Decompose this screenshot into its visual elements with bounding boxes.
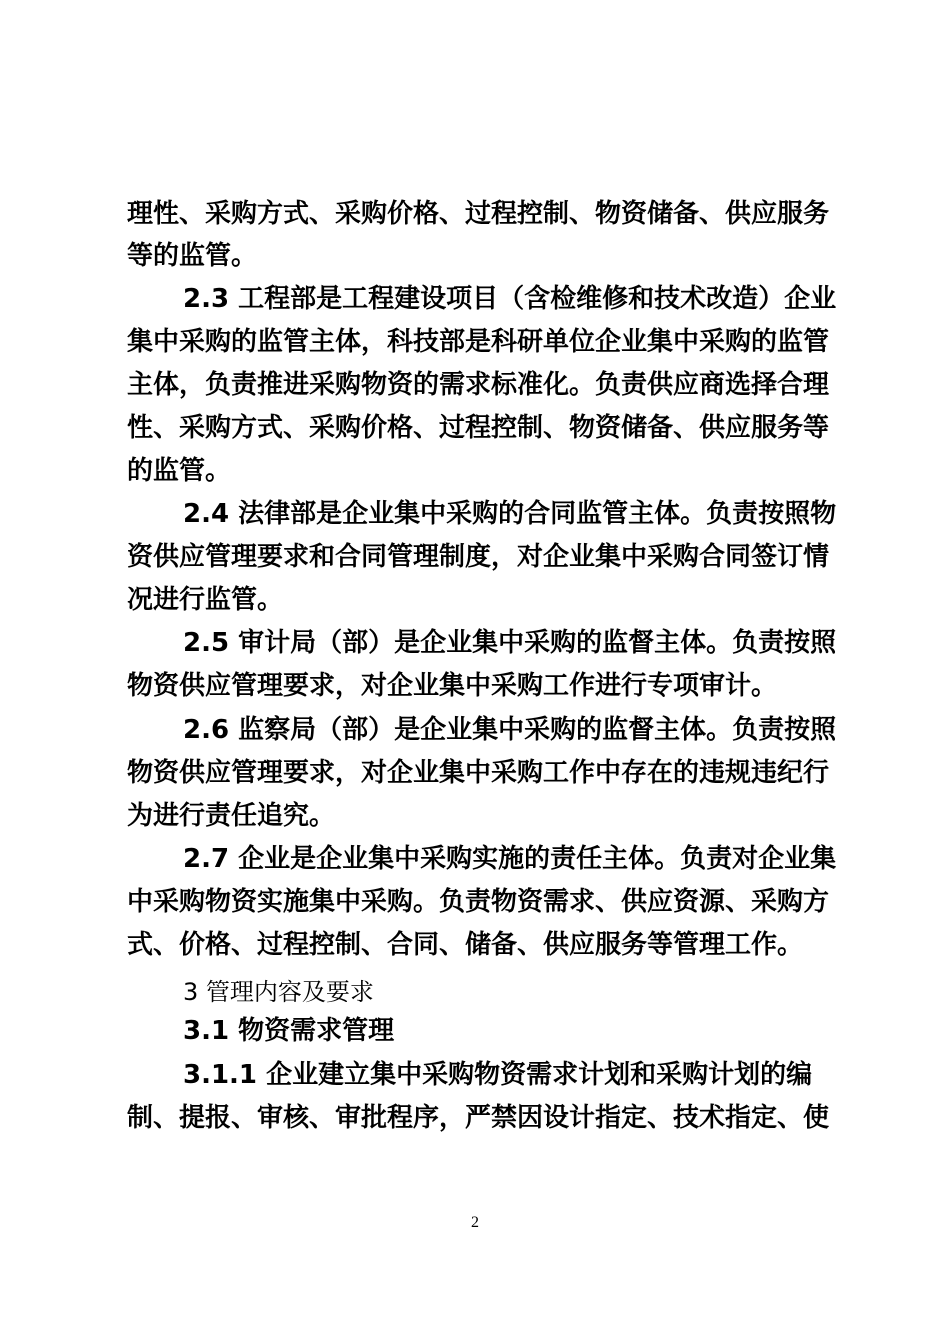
- text-line: 资供应管理要求和合同管理制度，对企业集中采购合同签订情: [127, 542, 830, 572]
- text-line: 中采购物资实施集中采购。负责物资需求、供应资源、采购方: [127, 887, 830, 917]
- text-line: 为进行责任追究。: [127, 801, 336, 831]
- text-line: 理性、采购方式、采购价格、过程控制、物资储备、供应服务: [127, 199, 830, 229]
- section-2-5-heading: 2.5 审计局（部）是企业集中采购的监督主体。负责按照: [183, 628, 837, 658]
- text-line: 物资供应管理要求，对企业集中采购工作进行专项审计。: [127, 671, 778, 701]
- text-line: 况进行监管。: [127, 585, 284, 615]
- section-3-1-heading: 3.1 物资需求管理: [183, 1016, 395, 1046]
- section-2-7-heading: 2.7 企业是企业集中采购实施的责任主体。负责对企业集: [183, 844, 837, 874]
- text-line: 的监管。: [127, 456, 232, 486]
- page-number: 2: [471, 1214, 479, 1231]
- section-3-1-1-heading: 3.1.1 企业建立集中采购物资需求计划和采购计划的编: [183, 1060, 813, 1090]
- text-line: 制、提报、审核、审批程序，严禁因设计指定、技术指定、使: [127, 1103, 830, 1133]
- section-3-heading: 3 管理内容及要求: [183, 978, 374, 1006]
- text-line: 等的监管。: [127, 241, 258, 271]
- section-2-4-heading: 2.4 法律部是企业集中采购的合同监管主体。负责按照物: [183, 499, 837, 529]
- text-line: 式、价格、过程控制、合同、储备、供应服务等管理工作。: [127, 930, 804, 960]
- text-line: 集中采购的监管主体，科技部是科研单位企业集中采购的监管: [127, 327, 830, 357]
- section-2-6-heading: 2.6 监察局（部）是企业集中采购的监督主体。负责按照: [183, 715, 837, 745]
- text-line: 主体，负责推进采购物资的需求标准化。负责供应商选择合理: [127, 370, 830, 400]
- text-line: 性、采购方式、采购价格、过程控制、物资储备、供应服务等: [127, 413, 830, 443]
- section-2-3-heading: 2.3 工程部是工程建设项目（含检维修和技术改造）企业: [183, 284, 837, 314]
- text-line: 物资供应管理要求，对企业集中采购工作中存在的违规违纪行: [127, 758, 830, 788]
